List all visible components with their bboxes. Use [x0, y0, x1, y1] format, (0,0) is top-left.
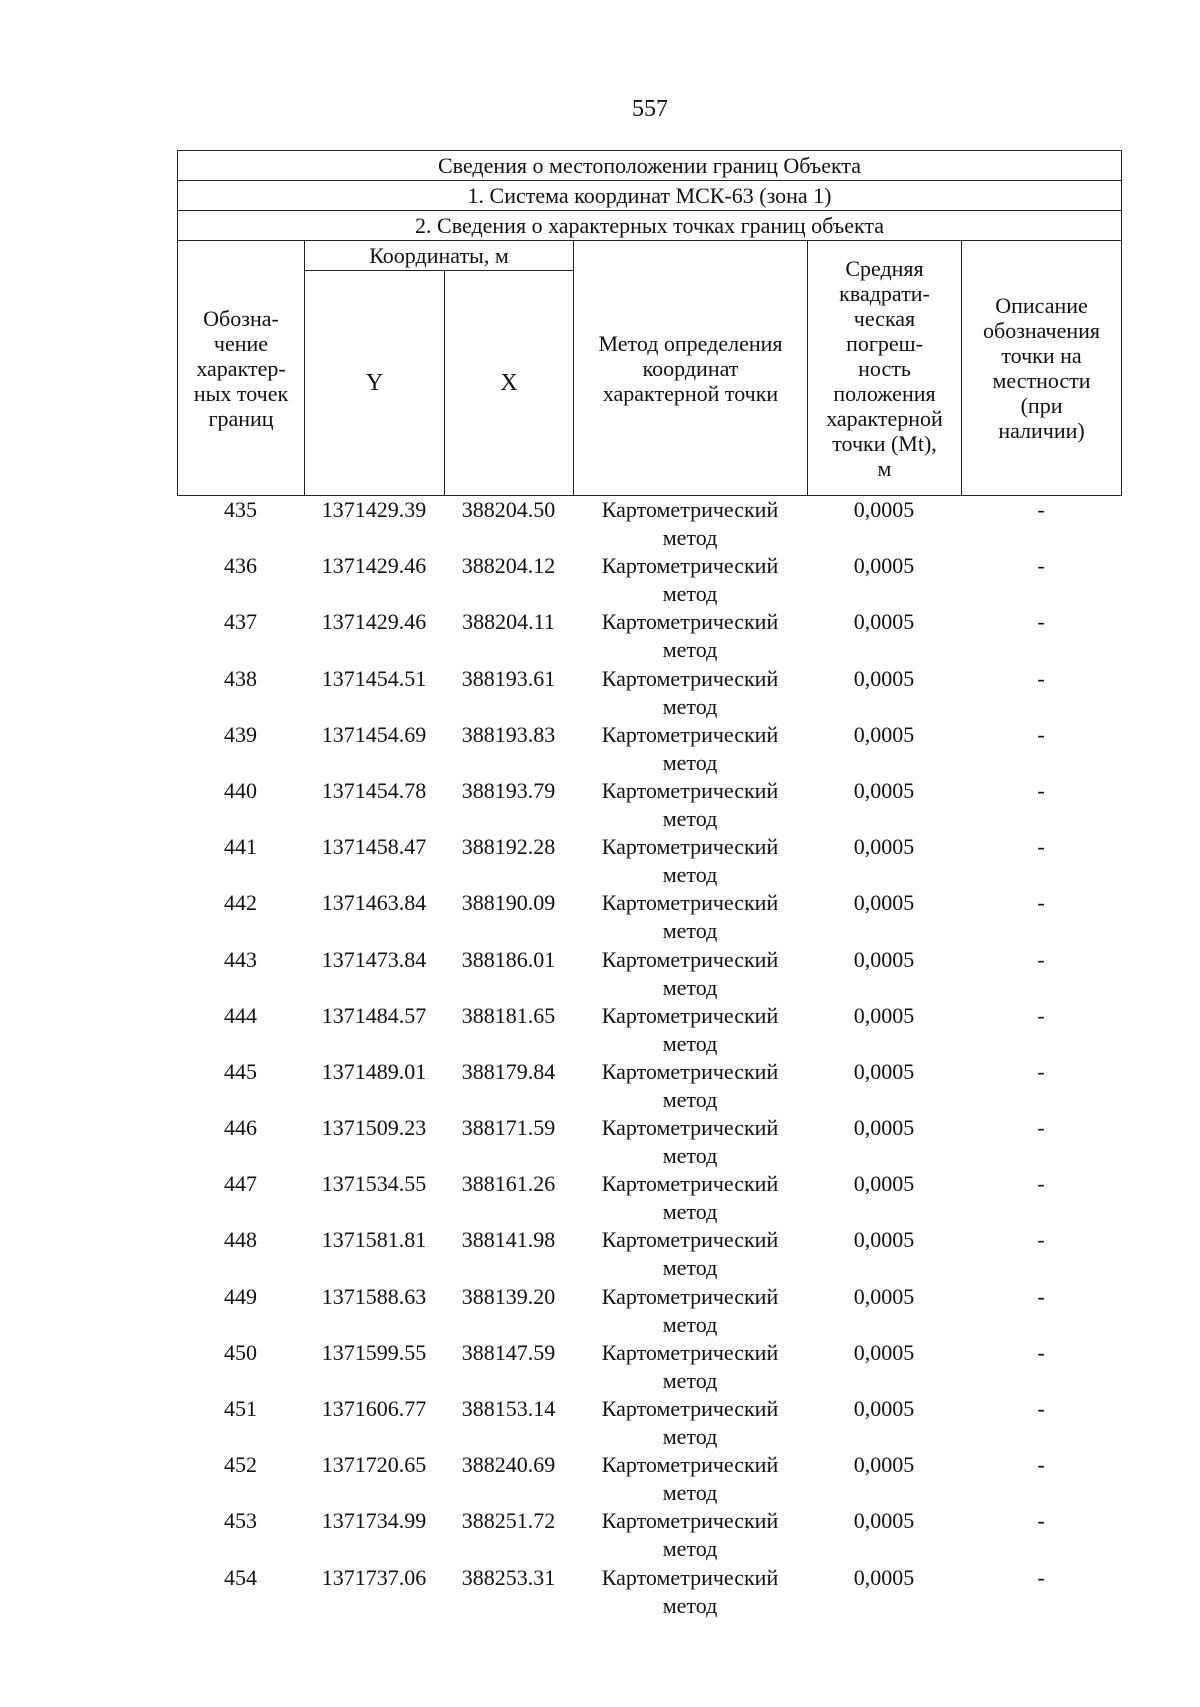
point-id-cell: 442 [224, 890, 257, 916]
description-cell: - [1037, 1227, 1045, 1253]
method-line-2: метод [662, 1255, 718, 1281]
col-description-header-line: точки на [1001, 343, 1082, 368]
point-id-cell: 435 [224, 497, 257, 522]
coord-y-cell: 1371454.78 [321, 777, 427, 803]
method-line-2: метод [662, 1199, 718, 1225]
table-row [177, 1564, 1121, 1620]
point-id-cell: 453 [224, 1508, 257, 1534]
header-title-1: Сведения о местоположении границ Объекта [178, 151, 1122, 181]
method-line-2: метод [662, 918, 718, 944]
point-id-cell: 446 [224, 1115, 257, 1141]
coord-y-cell: 1371534.55 [321, 1171, 427, 1197]
error-cell: 0,0005 [853, 721, 915, 747]
coord-x-cell: 388181.65 [461, 1002, 556, 1028]
description-cell: - [1037, 1396, 1045, 1421]
col-description-header-line: обозначения [983, 318, 1101, 343]
coord-x-cell: 388251.72 [461, 1508, 556, 1534]
error-cell: 0,0005 [853, 1002, 915, 1028]
method-line-1: Картометрический [601, 834, 779, 860]
point-id-cell: 448 [224, 1227, 257, 1253]
method-line-1: Картометрический [601, 609, 779, 635]
point-id-cell: 445 [224, 1058, 257, 1084]
coord-y-cell: 1371588.63 [321, 1283, 427, 1309]
coord-x-cell: 388153.14 [461, 1396, 556, 1421]
method-line-2: метод [662, 1367, 718, 1393]
description-cell: - [1037, 721, 1045, 747]
method-line-2: метод [662, 525, 718, 550]
description-cell: - [1037, 1283, 1045, 1309]
point-id-cell: 436 [224, 553, 257, 579]
col-method-header-line: Метод определения [598, 330, 783, 356]
method-line-1: Картометрический [601, 946, 779, 972]
coord-y-cell: 1371599.55 [321, 1339, 427, 1365]
coord-y-cell: 1371737.06 [321, 1564, 427, 1590]
error-cell: 0,0005 [853, 1396, 915, 1421]
table-row [177, 1170, 1121, 1226]
method-line-1: Картометрический [601, 553, 779, 579]
coord-x-cell: 388193.61 [461, 665, 556, 691]
col-coords-header: Координаты, м [305, 241, 574, 271]
method-cell [573, 1114, 807, 1170]
method-line-1: Картометрический [601, 1396, 779, 1421]
method-cell [573, 1170, 807, 1226]
coord-y-cell: 1371429.46 [321, 609, 427, 635]
coord-x-cell: 388192.28 [461, 834, 556, 860]
method-line-2: метод [662, 805, 718, 831]
coord-x-cell: 388190.09 [461, 890, 556, 916]
method-cell [573, 1395, 807, 1451]
col-y-header: Y [305, 271, 445, 496]
coord-x-cell: 388204.11 [462, 609, 555, 635]
method-cell [573, 552, 807, 608]
method-line-1: Картометрический [601, 890, 779, 916]
table-row [177, 777, 1121, 833]
method-line-2: метод [662, 1480, 718, 1506]
col-error-header-line: м [877, 455, 892, 481]
col-designation-header [178, 241, 305, 496]
col-description-header [962, 241, 1122, 496]
error-cell: 0,0005 [853, 777, 915, 803]
coord-y-cell: 1371458.47 [321, 834, 427, 860]
error-cell: 0,0005 [853, 1339, 915, 1365]
coord-y-cell: 1371509.23 [321, 1115, 427, 1141]
error-cell: 0,0005 [853, 1171, 915, 1197]
method-line-1: Картометрический [601, 1002, 779, 1028]
col-error-header-line: положения [833, 380, 936, 406]
coord-x-cell: 388204.12 [461, 553, 556, 579]
coord-y-cell: 1371463.84 [321, 890, 427, 916]
method-cell [573, 608, 807, 664]
description-cell: - [1037, 1508, 1045, 1534]
coord-x-cell: 388179.84 [461, 1058, 556, 1084]
table-row [177, 496, 1121, 552]
points-table [177, 496, 1121, 1620]
coord-x-cell: 388253.31 [461, 1564, 556, 1590]
coord-y-cell: 1371429.39 [321, 497, 427, 522]
description-cell: - [1037, 553, 1045, 579]
point-id-cell: 443 [224, 946, 257, 972]
header-title-3: 2. Сведения о характерных точках границ объекта [178, 211, 1122, 241]
method-line-2: метод [662, 1311, 718, 1337]
table-row [177, 665, 1121, 721]
method-cell [573, 721, 807, 777]
method-line-1: Картометрический [601, 777, 779, 803]
description-cell: - [1037, 1452, 1045, 1478]
method-cell [573, 833, 807, 889]
error-cell: 0,0005 [853, 665, 915, 691]
point-id-cell: 454 [224, 1564, 257, 1590]
table-row [177, 833, 1121, 889]
col-error-header-line: ность [858, 355, 911, 381]
col-error-header [808, 241, 962, 496]
description-cell: - [1037, 1115, 1045, 1141]
col-designation-header-line: чение [213, 330, 269, 356]
table-row [177, 552, 1121, 608]
description-cell: - [1037, 1339, 1045, 1365]
method-line-2: метод [662, 637, 718, 663]
method-line-2: метод [662, 749, 718, 775]
table-row [177, 1283, 1121, 1339]
error-cell: 0,0005 [853, 1058, 915, 1084]
description-cell: - [1037, 1058, 1045, 1084]
method-line-1: Картометрический [601, 1058, 779, 1084]
coord-x-cell: 388141.98 [461, 1227, 556, 1253]
col-error-header-line: квадрати- [839, 280, 930, 306]
method-line-1: Картометрический [601, 1115, 779, 1141]
error-cell: 0,0005 [853, 1283, 915, 1309]
point-id-cell: 438 [224, 665, 257, 691]
method-cell [573, 1002, 807, 1058]
method-line-1: Картометрический [601, 1452, 779, 1478]
error-cell: 0,0005 [853, 1508, 915, 1534]
point-id-cell: 452 [224, 1452, 257, 1478]
method-line-1: Картометрический [601, 1283, 779, 1309]
table-row [177, 889, 1121, 945]
point-id-cell: 444 [224, 1002, 257, 1028]
method-cell [573, 889, 807, 945]
error-cell: 0,0005 [853, 1115, 915, 1141]
coord-y-cell: 1371489.01 [321, 1058, 427, 1084]
table-row [177, 946, 1121, 1002]
point-id-cell: 440 [224, 777, 257, 803]
method-cell [573, 1564, 807, 1620]
method-cell [573, 496, 807, 552]
table-row [177, 1451, 1121, 1507]
table-row [177, 1002, 1121, 1058]
coord-y-cell: 1371734.99 [321, 1508, 427, 1534]
method-line-2: метод [662, 581, 718, 607]
point-id-cell: 437 [224, 609, 257, 635]
error-cell: 0,0005 [853, 1564, 915, 1590]
method-line-2: метод [662, 1086, 718, 1112]
col-error-header-line: Средняя [845, 255, 924, 281]
col-method-header-line: координат [642, 355, 739, 381]
point-id-cell: 449 [224, 1283, 257, 1309]
col-error-header-line: точки (Mt), [832, 430, 937, 456]
table-row [177, 1226, 1121, 1282]
coord-y-cell: 1371484.57 [321, 1002, 427, 1028]
coord-x-cell: 388240.69 [461, 1452, 556, 1478]
table-row [177, 1507, 1121, 1563]
method-cell [573, 1507, 807, 1563]
coord-y-cell: 1371581.81 [321, 1227, 427, 1253]
table-row [177, 721, 1121, 777]
description-cell: - [1037, 777, 1045, 803]
coord-x-cell: 388193.83 [461, 721, 556, 747]
header-title-2: 1. Система координат МСК-63 (зона 1) [178, 181, 1122, 211]
method-line-2: метод [662, 974, 718, 1000]
coord-x-cell: 388171.59 [461, 1115, 556, 1141]
method-line-2: метод [662, 1424, 718, 1449]
description-cell: - [1037, 890, 1045, 916]
table-row [177, 1395, 1121, 1451]
coord-y-cell: 1371454.69 [321, 721, 427, 747]
method-line-1: Картометрический [601, 1227, 779, 1253]
method-cell [573, 1283, 807, 1339]
point-id-cell: 450 [224, 1339, 257, 1365]
col-method-header [574, 241, 808, 496]
method-line-2: метод [662, 1536, 718, 1562]
table-row [177, 608, 1121, 664]
col-error-header-line: ческая [853, 305, 916, 331]
table-row [177, 1339, 1121, 1395]
method-line-1: Картометрический [601, 665, 779, 691]
col-method-header-line: характерной точки [602, 380, 779, 406]
col-description-header-line: местности [992, 368, 1091, 393]
description-cell: - [1037, 497, 1045, 522]
description-cell: - [1037, 834, 1045, 860]
coord-y-cell: 1371473.84 [321, 946, 427, 972]
col-error-header-line: характерной [826, 405, 943, 431]
error-cell: 0,0005 [853, 890, 915, 916]
description-cell: - [1037, 665, 1045, 691]
description-cell: - [1037, 1171, 1045, 1197]
coord-x-cell: 388193.79 [461, 777, 556, 803]
method-cell [573, 1451, 807, 1507]
method-line-1: Картометрический [601, 497, 779, 522]
error-cell: 0,0005 [853, 497, 915, 522]
method-line-1: Картометрический [601, 1171, 779, 1197]
col-designation-header-line: ных точек [193, 380, 289, 406]
method-cell [573, 665, 807, 721]
coord-y-cell: 1371429.46 [321, 553, 427, 579]
method-line-1: Картометрический [601, 1564, 779, 1590]
description-cell: - [1037, 1002, 1045, 1028]
method-cell [573, 946, 807, 1002]
coord-x-cell: 388204.50 [461, 497, 556, 522]
method-line-2: метод [662, 1030, 718, 1056]
coord-y-cell: 1371454.51 [321, 665, 427, 691]
method-cell [573, 1058, 807, 1114]
point-id-cell: 441 [224, 834, 257, 860]
method-cell [573, 1226, 807, 1282]
coord-y-cell: 1371720.65 [321, 1452, 427, 1478]
method-line-2: метод [662, 1592, 718, 1618]
description-cell: - [1037, 609, 1045, 635]
coord-x-cell: 388186.01 [461, 946, 556, 972]
method-cell [573, 1339, 807, 1395]
col-designation-header-line: характер- [196, 355, 286, 381]
method-line-1: Картометрический [601, 1339, 779, 1365]
page-number: 557 [632, 96, 668, 122]
col-x-header: X [445, 271, 574, 496]
error-cell: 0,0005 [853, 834, 915, 860]
coord-x-cell: 388147.59 [461, 1339, 556, 1365]
table-row [177, 1114, 1121, 1170]
description-cell: - [1037, 946, 1045, 972]
error-cell: 0,0005 [853, 553, 915, 579]
method-line-2: метод [662, 862, 718, 888]
method-line-1: Картометрический [601, 721, 779, 747]
error-cell: 0,0005 [853, 1452, 915, 1478]
col-description-header-line: Описание [995, 293, 1088, 318]
coord-x-cell: 388161.26 [461, 1171, 556, 1197]
table-row [177, 1058, 1121, 1114]
coord-y-cell: 1371606.77 [321, 1396, 427, 1421]
error-cell: 0,0005 [853, 1227, 915, 1253]
col-description-header-line: (при [1020, 393, 1063, 418]
col-designation-header-line: Обозна- [203, 305, 279, 331]
description-cell: - [1037, 1564, 1045, 1590]
col-error-header-line: погреш- [846, 330, 923, 356]
error-cell: 0,0005 [853, 946, 915, 972]
error-cell: 0,0005 [853, 609, 915, 635]
method-line-1: Картометрический [601, 1508, 779, 1534]
coord-x-cell: 388139.20 [461, 1283, 556, 1309]
point-id-cell: 451 [224, 1396, 257, 1421]
method-cell [573, 777, 807, 833]
header-table [177, 150, 1122, 496]
point-id-cell: 439 [224, 721, 257, 747]
method-line-2: метод [662, 693, 718, 719]
point-id-cell: 447 [224, 1171, 257, 1197]
col-designation-header-line: границ [208, 405, 274, 431]
col-description-header-line: наличии) [998, 418, 1085, 443]
method-line-2: метод [662, 1143, 718, 1169]
